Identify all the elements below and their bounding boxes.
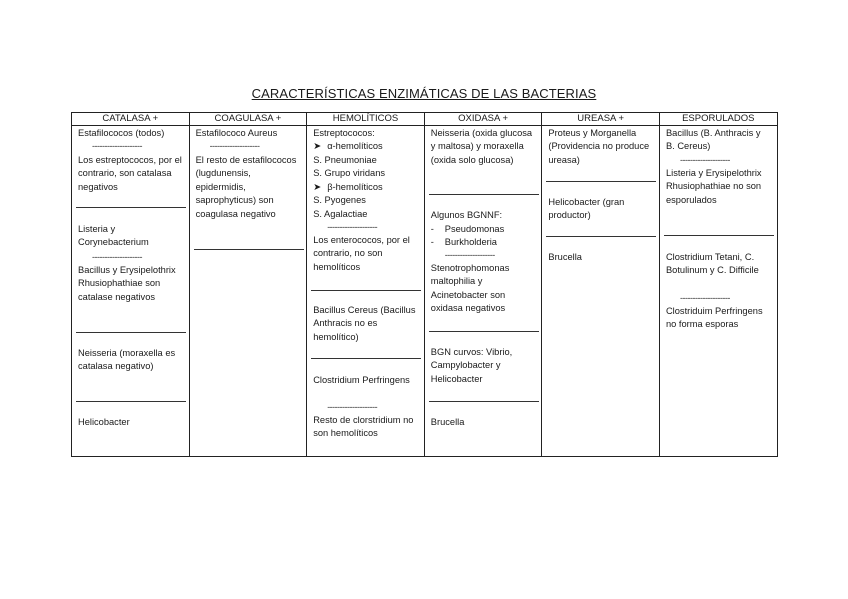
- hemoliticos-item: Clostridium Perfringens: [313, 375, 410, 385]
- esporulados-note: Listeria y Erysipelothrix Rhusiophathiae no son esporulados: [665, 168, 762, 205]
- hemoliticos-subgroup: ➤ β-hemolíticos: [313, 181, 417, 194]
- hemoliticos-note: Los enterococos, por el contrario, no son hemolíticos: [313, 235, 410, 272]
- catalasa-note: Los estreptococos, por el contrario, son catalasa negativos: [78, 155, 182, 192]
- header-catalasa: CATALASA +: [72, 113, 190, 126]
- cell-coagulasa: [189, 126, 307, 457]
- divider: [429, 331, 539, 332]
- ureasa-item: Helicobacter (gran productor): [548, 197, 625, 221]
- divider: [311, 290, 421, 291]
- ureasa-item: Proteus y Morganella (Providencia no produce ureasa): [548, 128, 650, 165]
- catalasa-positive: Helicobacter: [78, 417, 130, 427]
- dash-bullet-icon: -: [430, 223, 434, 234]
- oxidasa-item: BGN curvos: Vibrio, Campylobacter y Helicobacter: [430, 347, 513, 384]
- esporulados-item: Bacillus (B. Anthracis y B. Cereus): [665, 128, 761, 152]
- header-ureasa: UREASA +: [542, 113, 660, 126]
- arrow-bullet-icon: ➤: [313, 141, 321, 151]
- oxidasa-group: Algunos BGNNF:: [430, 210, 503, 220]
- oxidasa-subitem: - Burkholderia: [431, 236, 535, 249]
- hemoliticos-item: Bacillus Cereus (Bacillus Anthracis no es hemolítico): [313, 305, 416, 342]
- oxidasa-item: Neisseria (oxida glucosa y maltosa) y moraxella (oxida solo glucosa): [430, 128, 533, 165]
- hemoliticos-species: S. Pyogenes: [313, 195, 366, 205]
- divider: [429, 194, 539, 195]
- divider: [546, 236, 656, 237]
- divider: [664, 235, 774, 236]
- coagulasa-note: El resto de estafilococos (lugdunensis, epidermidis, saprophyticus) son coagulasa negativo: [195, 155, 297, 219]
- dash-separator: --------------------: [92, 142, 142, 150]
- hemoliticos-group: Estreptococos:: [313, 128, 375, 138]
- dash-separator: --------------------: [92, 253, 142, 261]
- cell-catalasa: [72, 126, 190, 457]
- divider: [311, 358, 421, 359]
- divider: [76, 401, 186, 402]
- hemoliticos-species: S. Agalactiae: [313, 208, 368, 219]
- arrow-bullet-icon: ➤: [313, 181, 321, 192]
- catalasa-positive: Neisseria (moraxella es catalasa negativo): [78, 348, 176, 372]
- hemoliticos-subgroup: ➤ α-hemolíticos: [313, 140, 417, 153]
- content-row: [72, 126, 778, 457]
- hemoliticos-note: Resto de clorstridium no son hemolíticos: [313, 415, 414, 439]
- cell-esporulados: [659, 126, 777, 457]
- dash-separator: --------------------: [444, 251, 495, 259]
- divider: [429, 401, 539, 402]
- dash-bullet-icon: -: [430, 237, 434, 247]
- cell-hemoliticos: [307, 126, 425, 457]
- cell-oxidasa: [424, 126, 542, 457]
- divider: [546, 181, 656, 182]
- page-title: CARACTERÍSTICAS ENZIMÁTICAS DE LAS BACTERIAS: [251, 86, 597, 101]
- header-hemoliticos: HEMOLÍTICOS: [307, 113, 425, 126]
- dash-separator: --------------------: [209, 142, 260, 150]
- divider: [76, 332, 186, 333]
- dash-separator: --------------------: [327, 403, 378, 411]
- header-esporulados: ESPORULADOS: [659, 113, 777, 126]
- header-row: [72, 113, 778, 126]
- dash-separator: --------------------: [327, 223, 378, 231]
- catalasa-positive: Listeria y Corynebacterium: [78, 224, 149, 248]
- hemoliticos-species: S. Pneumoniae: [313, 154, 377, 165]
- hemoliticos-species: S. Grupo viridans: [313, 168, 386, 178]
- divider: [76, 207, 186, 208]
- catalasa-note: Bacillus y Erysipelothrix Rhusiophathiae son catalase negativos: [78, 265, 176, 302]
- enzyme-table: [71, 112, 778, 457]
- esporulados-note: Clostriduim Perfringens no forma esporas: [665, 306, 763, 330]
- oxidasa-subitem: - Pseudomonas: [431, 223, 535, 236]
- dash-separator: --------------------: [679, 156, 730, 164]
- cell-ureasa: [542, 126, 660, 457]
- divider: [194, 249, 304, 250]
- coagulasa-positive: Estafilococo Aureus: [195, 128, 278, 138]
- oxidasa-item: Brucella: [430, 417, 465, 427]
- dash-separator: --------------------: [679, 294, 730, 302]
- esporulados-item: Clostridium Tetani, C. Botulinum y C. Difficile: [665, 252, 759, 276]
- catalasa-positive: Estafilococos (todos): [78, 128, 165, 138]
- header-coagulasa: COAGULASA +: [189, 113, 307, 126]
- ureasa-item: Brucella: [548, 252, 582, 262]
- header-oxidasa: OXIDASA +: [424, 113, 542, 126]
- oxidasa-note: Stenotrophomonas maltophilia y Acinetobacter son oxidasa negativos: [430, 263, 510, 314]
